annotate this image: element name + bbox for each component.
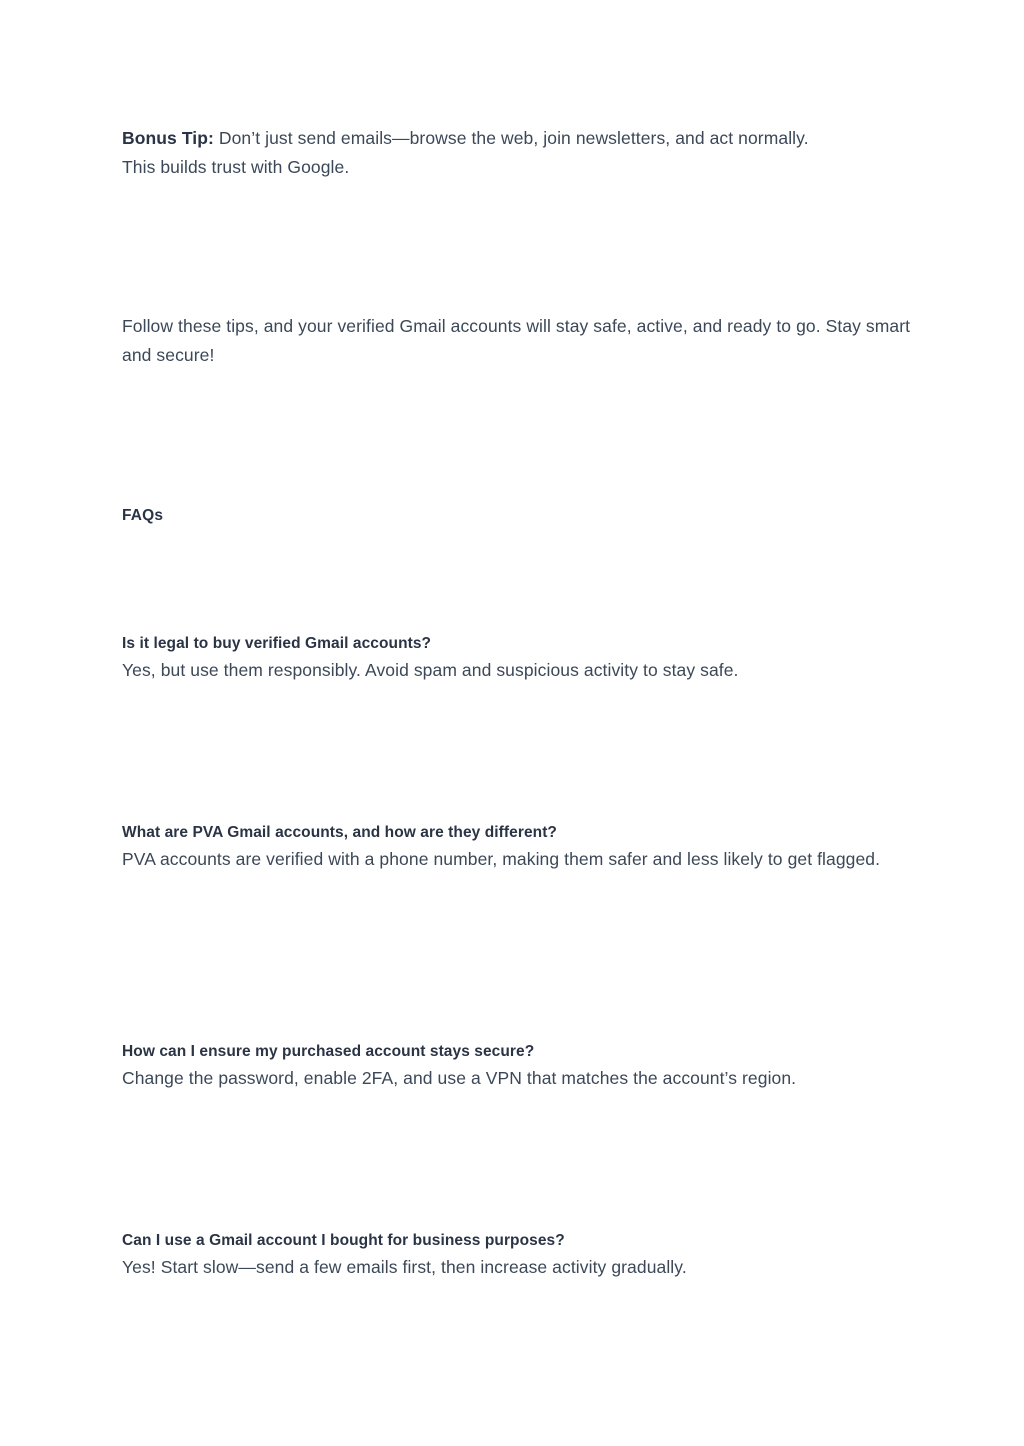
- faq-answer: Change the password, enable 2FA, and use a VPN that matches the account’s region.: [122, 1068, 797, 1088]
- closing-block: [122, 312, 912, 370]
- faq-question: What are PVA Gmail accounts, and how are they different?: [122, 824, 557, 841]
- faq-answer: PVA accounts are verified with a phone number, making them safer and less likely to get flagged.: [122, 849, 881, 869]
- faqs-heading-block: [122, 505, 522, 527]
- faq-item: [122, 1229, 922, 1282]
- closing-paragraph: Follow these tips, and your verified Gmail accounts will stay safe, active, and ready to go. Stay smart and secure!: [122, 316, 911, 365]
- faq-item: [122, 821, 912, 874]
- faq-question: Is it legal to buy verified Gmail accounts?: [122, 635, 432, 652]
- faqs-heading: FAQs: [122, 507, 164, 524]
- faq-answer: Yes! Start slow—send a few emails first, then increase activity gradually.: [122, 1257, 687, 1277]
- bonus-tip-text: Don’t just send emails—browse the web, join newsletters, and act normally. This builds trust with Google.: [122, 128, 809, 177]
- faq-item: [122, 632, 912, 685]
- faq-question: Can I use a Gmail account I bought for business purposes?: [122, 1232, 565, 1249]
- faq-answer: Yes, but use them responsibly. Avoid spam and suspicious activity to stay safe.: [122, 660, 739, 680]
- bonus-tip-block: [122, 124, 842, 182]
- bonus-tip-paragraph: [122, 124, 842, 182]
- bonus-tip-label: Bonus Tip:: [122, 128, 214, 148]
- faq-question: How can I ensure my purchased account stays secure?: [122, 1043, 535, 1060]
- faq-item: [122, 1040, 922, 1093]
